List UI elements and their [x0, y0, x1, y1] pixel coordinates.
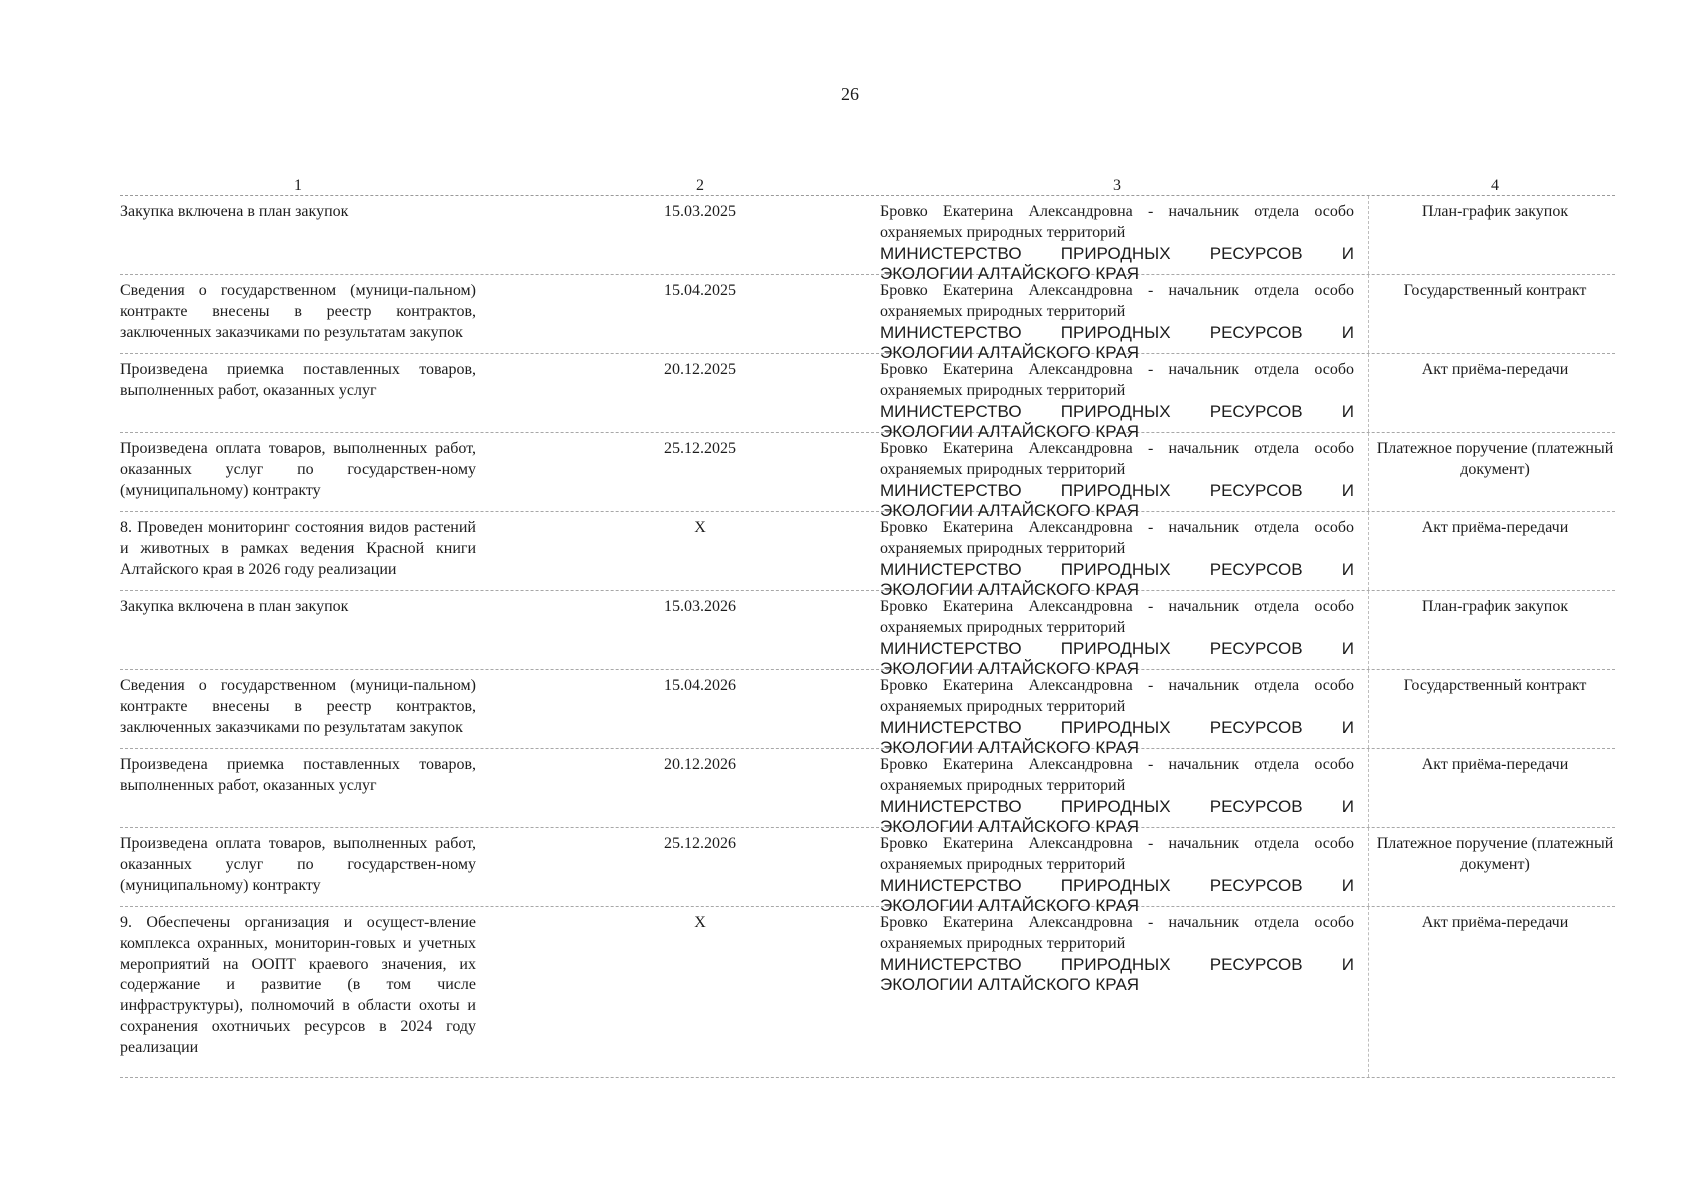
column-divider: [1368, 670, 1369, 748]
header-col-2: 2: [696, 177, 704, 194]
organization-word: РЕСУРСОВ: [1209, 875, 1303, 895]
column-divider: [1368, 749, 1369, 827]
organization-line-2: ЭКОЛОГИИ АЛТАЙСКОГО КРАЯ: [880, 343, 1140, 363]
date-cell: 25.12.2026: [664, 835, 736, 852]
organization-word: ПРИРОДНЫХ: [1060, 638, 1171, 658]
organization-word: И: [1341, 717, 1354, 737]
schedule-table: [120, 165, 1615, 1078]
organization-line-1: [880, 955, 1354, 976]
responsible-person: Бровко Екатерина Александровна - начальник отдела особо охраняемых природных территорий: [880, 440, 1354, 478]
date-cell: 20.12.2025: [664, 361, 736, 378]
organization-word: МИНИСТЕРСТВО: [880, 875, 1022, 895]
responsible-cell: [880, 755, 1354, 838]
organization-word: РЕСУРСОВ: [1209, 480, 1303, 500]
organization-word: РЕСУРСОВ: [1209, 638, 1303, 658]
document-cell: Акт приёма-передачи: [1421, 914, 1569, 931]
event-cell: Произведена приемка поставленных товаров, выполненных работ, оказанных услуг: [120, 361, 476, 399]
organization-word: И: [1341, 480, 1354, 500]
table-header: [120, 165, 1615, 196]
organization-word: ПРИРОДНЫХ: [1060, 717, 1171, 737]
organization-word: И: [1341, 559, 1354, 579]
organization-line-2: ЭКОЛОГИИ АЛТАЙСКОГО КРАЯ: [880, 264, 1140, 284]
organization-word: ПРИРОДНЫХ: [1060, 243, 1171, 263]
event-cell: 9. Обеспечены организация и осущест-вление комплекса охранных, мониторин-говых и учетных мероприятий на ООПТ краевого значения, их содержание и развитие (в том числе инфраструктуры), полномочий в области охоты и сохранения охотничьих ресурсов в 2024 году реализации: [120, 914, 476, 1056]
organization-word: ПРИРОДНЫХ: [1060, 480, 1171, 500]
date-cell: 15.03.2025: [664, 203, 736, 220]
organization-word: МИНИСТЕРСТВО: [880, 717, 1022, 737]
organization-word: И: [1341, 401, 1354, 421]
responsible-person: Бровко Екатерина Александровна - начальник отдела особо охраняемых природных территорий: [880, 756, 1354, 794]
organization-word: РЕСУРСОВ: [1209, 954, 1303, 974]
organization-word: И: [1341, 243, 1354, 263]
event-cell: Сведения о государственном (муници-пальном) контракте внесены в реестр контрактов, заключенных заказчиками по результатам закупок: [120, 282, 476, 341]
column-divider: [1368, 828, 1369, 906]
organization-line-1: [880, 718, 1354, 739]
organization-word: МИНИСТЕРСТВО: [880, 954, 1022, 974]
date-cell: Х: [694, 914, 706, 931]
organization-line-1: [880, 323, 1354, 344]
organization-word: ПРИРОДНЫХ: [1060, 875, 1171, 895]
responsible-cell: [880, 597, 1354, 680]
organization-line-1: [880, 639, 1354, 660]
date-cell: 15.04.2025: [664, 282, 736, 299]
responsible-person: Бровко Екатерина Александровна - начальник отдела особо охраняемых природных территорий: [880, 677, 1354, 715]
table-row: [120, 196, 1615, 284]
event-cell: Произведена оплата товаров, выполненных работ, оказанных услуг по государствен-ному (муниципальному) контракту: [120, 440, 476, 499]
column-divider: [1368, 354, 1369, 432]
responsible-cell: [880, 518, 1354, 601]
table-body: [120, 196, 1615, 1078]
organization-word: РЕСУРСОВ: [1209, 559, 1303, 579]
responsible-cell: [880, 439, 1354, 522]
event-cell: Закупка включена в план закупок: [120, 203, 349, 220]
organization-word: РЕСУРСОВ: [1209, 243, 1303, 263]
table-row: [120, 433, 1615, 521]
organization-line-2: ЭКОЛОГИИ АЛТАЙСКОГО КРАЯ: [880, 659, 1140, 679]
document-cell: Платежное поручение (платежный документ): [1376, 440, 1614, 478]
page-number: 26: [841, 84, 859, 104]
organization-word: МИНИСТЕРСТВО: [880, 559, 1022, 579]
organization-word: И: [1341, 875, 1354, 895]
document-cell: Платежное поручение (платежный документ): [1376, 835, 1614, 873]
date-cell: Х: [694, 519, 706, 536]
document-cell: Акт приёма-передачи: [1421, 519, 1569, 536]
organization-line-2: ЭКОЛОГИИ АЛТАЙСКОГО КРАЯ: [880, 975, 1140, 995]
organization-word: ПРИРОДНЫХ: [1060, 401, 1171, 421]
document-cell: Государственный контракт: [1403, 282, 1587, 299]
organization-line-2: ЭКОЛОГИИ АЛТАЙСКОГО КРАЯ: [880, 580, 1140, 600]
organization-line-1: [880, 481, 1354, 502]
organization-word: МИНИСТЕРСТВО: [880, 796, 1022, 816]
document-cell: Государственный контракт: [1403, 677, 1587, 694]
responsible-person: Бровко Екатерина Александровна - начальник отдела особо охраняемых природных территорий: [880, 835, 1354, 873]
organization-line-2: ЭКОЛОГИИ АЛТАЙСКОГО КРАЯ: [880, 422, 1140, 442]
organization-word: ПРИРОДНЫХ: [1060, 796, 1171, 816]
table-row: [120, 354, 1615, 442]
organization-word: МИНИСТЕРСТВО: [880, 243, 1022, 263]
responsible-person: Бровко Екатерина Александровна - начальник отдела особо охраняемых природных территорий: [880, 914, 1354, 952]
table-row: [120, 512, 1615, 600]
organization-word: ПРИРОДНЫХ: [1060, 954, 1171, 974]
event-cell: Сведения о государственном (муници-пальном) контракте внесены в реестр контрактов, заключенных заказчиками по результатам закупок: [120, 677, 476, 736]
organization-line-1: [880, 402, 1354, 423]
organization-word: И: [1341, 322, 1354, 342]
organization-word: РЕСУРСОВ: [1209, 796, 1303, 816]
header-col-4: 4: [1491, 177, 1499, 194]
organization-line-1: [880, 244, 1354, 265]
table-row: [120, 670, 1615, 758]
document-cell: Акт приёма-передачи: [1421, 756, 1569, 773]
date-cell: 15.03.2026: [664, 598, 736, 615]
responsible-cell: [880, 913, 1354, 996]
table-row: [120, 275, 1615, 363]
event-cell: Произведена оплата товаров, выполненных работ, оказанных услуг по государствен-ному (муниципальному) контракту: [120, 835, 476, 894]
column-divider: [1368, 275, 1369, 353]
responsible-cell: [880, 676, 1354, 759]
event-cell: 8. Проведен мониторинг состояния видов растений и животных в рамках ведения Красной книги Алтайского края в 2026 году реализации: [120, 519, 476, 578]
responsible-cell: [880, 360, 1354, 443]
responsible-person: Бровко Екатерина Александровна - начальник отдела особо охраняемых природных территорий: [880, 361, 1354, 399]
table-row: [120, 591, 1615, 679]
event-cell: Произведена приемка поставленных товаров, выполненных работ, оказанных услуг: [120, 756, 476, 794]
organization-line-1: [880, 560, 1354, 581]
organization-word: РЕСУРСОВ: [1209, 401, 1303, 421]
organization-line-1: [880, 797, 1354, 818]
organization-word: РЕСУРСОВ: [1209, 322, 1303, 342]
organization-word: ПРИРОДНЫХ: [1060, 559, 1171, 579]
responsible-person: Бровко Екатерина Александровна - начальник отдела особо охраняемых природных территорий: [880, 598, 1354, 636]
organization-word: И: [1341, 638, 1354, 658]
organization-word: ПРИРОДНЫХ: [1060, 322, 1171, 342]
responsible-person: Бровко Екатерина Александровна - начальник отдела особо охраняемых природных территорий: [880, 203, 1354, 241]
organization-word: МИНИСТЕРСТВО: [880, 638, 1022, 658]
organization-line-2: ЭКОЛОГИИ АЛТАЙСКОГО КРАЯ: [880, 501, 1140, 521]
responsible-person: Бровко Екатерина Александровна - начальник отдела особо охраняемых природных территорий: [880, 519, 1354, 557]
responsible-person: Бровко Екатерина Александровна - начальник отдела особо охраняемых природных территорий: [880, 282, 1354, 320]
date-cell: 20.12.2026: [664, 756, 736, 773]
column-divider: [1368, 196, 1369, 274]
table-row: [120, 749, 1615, 837]
organization-word: МИНИСТЕРСТВО: [880, 480, 1022, 500]
organization-word: РЕСУРСОВ: [1209, 717, 1303, 737]
column-divider: [1368, 512, 1369, 590]
organization-line-2: ЭКОЛОГИИ АЛТАЙСКОГО КРАЯ: [880, 896, 1140, 916]
document-cell: План-график закупок: [1421, 598, 1569, 615]
organization-word: МИНИСТЕРСТВО: [880, 401, 1022, 421]
organization-word: И: [1341, 796, 1354, 816]
event-cell: Закупка включена в план закупок: [120, 598, 349, 615]
organization-line-2: ЭКОЛОГИИ АЛТАЙСКОГО КРАЯ: [880, 738, 1140, 758]
table-row: [120, 828, 1615, 916]
organization-line-1: [880, 876, 1354, 897]
column-divider: [1368, 907, 1369, 1077]
header-col-1: 1: [294, 177, 302, 194]
document-cell: План-график закупок: [1421, 203, 1569, 220]
organization-line-2: ЭКОЛОГИИ АЛТАЙСКОГО КРАЯ: [880, 817, 1140, 837]
responsible-cell: [880, 834, 1354, 917]
column-divider: [1368, 433, 1369, 511]
organization-word: И: [1341, 954, 1354, 974]
organization-word: МИНИСТЕРСТВО: [880, 322, 1022, 342]
header-col-3: 3: [1113, 177, 1121, 194]
column-divider: [1368, 591, 1369, 669]
responsible-cell: [880, 281, 1354, 364]
date-cell: 15.04.2026: [664, 677, 736, 694]
date-cell: 25.12.2025: [664, 440, 736, 457]
responsible-cell: [880, 202, 1354, 285]
document-cell: Акт приёма-передачи: [1421, 361, 1569, 378]
table-row: [120, 907, 1615, 1078]
